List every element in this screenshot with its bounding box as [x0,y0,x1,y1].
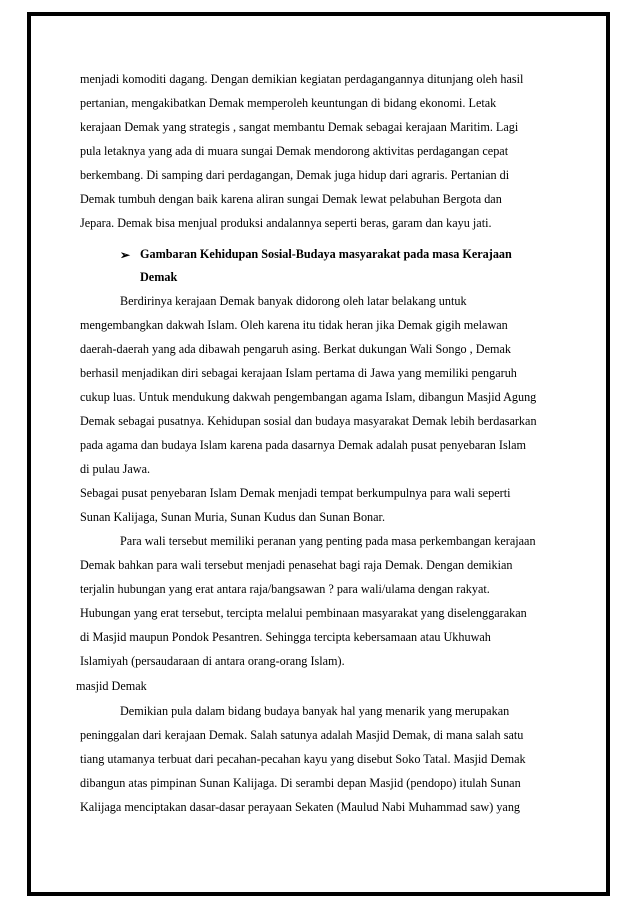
text-line: Jepara. Demak bisa menjual produksi andalannya seperti beras, garam dan kayu jati. [80,216,492,230]
text-line: mengembangkan dakwah Islam. Oleh karena itu tidak heran jika Demak gigih melawan [80,318,508,332]
text-line: Demikian pula dalam bidang budaya banyak hal yang menarik yang merupakan [120,704,510,718]
text-line: berkembang. Di samping dari perdagangan, Demak juga hidup dari agraris. Pertanian di [80,168,510,182]
text-line: Para wali tersebut memiliki peranan yang penting pada masa perkembangan kerajaan [120,534,536,548]
text-line: terjalin hubungan yang erat antara raja/bangsawan ? para wali/ulama dengan rakyat. [80,582,490,596]
text-line: Sunan Kalijaga, Sunan Muria, Sunan Kudus dan Sunan Bonar. [80,510,385,524]
text-line: dibangun atas pimpinan Sunan Kalijaga. Di serambi depan Masjid (pendopo) itulah Sunan [80,776,521,790]
text-line: Islamiyah (persaudaraan di antara orang-orang Islam). [80,654,345,668]
text-line: cukup luas. Untuk mendukung dakwah pengembangan agama Islam, dibangun Masjid Agung [80,390,537,404]
text-line: tiang utamanya terbuat dari pecahan-pecahan kayu yang disebut Soko Tatal. Masjid Demak [80,752,526,766]
heading-line: Gambaran Kehidupan Sosial-Budaya masyarakat pada masa Kerajaan [140,247,512,261]
text-line: di pulau Jawa. [80,462,151,476]
arrow-bullet-icon: ➢ [120,248,131,262]
text-line: menjadi komoditi dagang. Dengan demikian kegiatan perdagangannya ditunjang oleh hasil [80,72,524,86]
text-line: kerajaan Demak yang strategis , sangat membantu Demak sebagai kerajaan Maritim. Lagi [80,120,519,134]
text-line: berhasil menjadikan diri sebagai kerajaan Islam pertama di Jawa yang memiliki pengaruh [80,366,517,380]
paragraph-1 [80,67,580,235]
text-line: daerah-daerah yang ada dibawah pengaruh asing. Berkat dukungan Wali Songo , Demak [80,342,511,356]
text-line: di Masjid maupun Pondok Pesantren. Sehingga tercipta kebersamaan atau Ukhuwah [80,630,491,644]
text-line: Berdirinya kerajaan Demak banyak didorong oleh latar belakang untuk [120,294,467,308]
text-line: Kalijaga menciptakan dasar-dasar perayaan Sekaten (Maulud Nabi Muhammad saw) yang [80,800,521,814]
paragraph-3 [80,481,580,529]
text-line: Hubungan yang erat tersebut, tercipta melalui pembinaan masyarakat yang diselenggarakan [80,606,527,620]
text-line: Sebagai pusat penyebaran Islam Demak menjadi tempat berkumpulnya para wali seperti [80,486,511,500]
text-line: pula letaknya yang ada di muara sungai Demak mendorong aktivitas perdagangan cepat [80,144,509,158]
paragraph-5 [80,699,580,819]
text-line: pada agama dan budaya Islam karena pada dasarnya Demak adalah pusat penyebaran Islam [80,438,526,452]
text-line: peninggalan dari kerajaan Demak. Salah satunya adalah Masjid Demak, di mana salah satu [80,728,524,742]
text-line: Demak tumbuh dengan baik karena aliran sungai Demak lewat pelabuhan Bergota dan [80,192,502,206]
document-body [76,67,580,819]
text-line: Demak sebagai pusatnya. Kehidupan sosial dan budaya masyarakat Demak lebih berdasarkan [80,414,537,428]
paragraph-2 [80,289,580,481]
text-line: Demak bahkan para wali tersebut menjadi penasehat bagi raja Demak. Dengan demikian [80,558,513,572]
section-heading [80,243,580,289]
heading-line: Demak [140,270,178,284]
image-caption: masjid Demak [76,679,147,693]
paragraph-4 [80,529,580,673]
text-line: pertanian, mengakibatkan Demak memperoleh keuntungan di bidang ekonomi. Letak [80,96,497,110]
